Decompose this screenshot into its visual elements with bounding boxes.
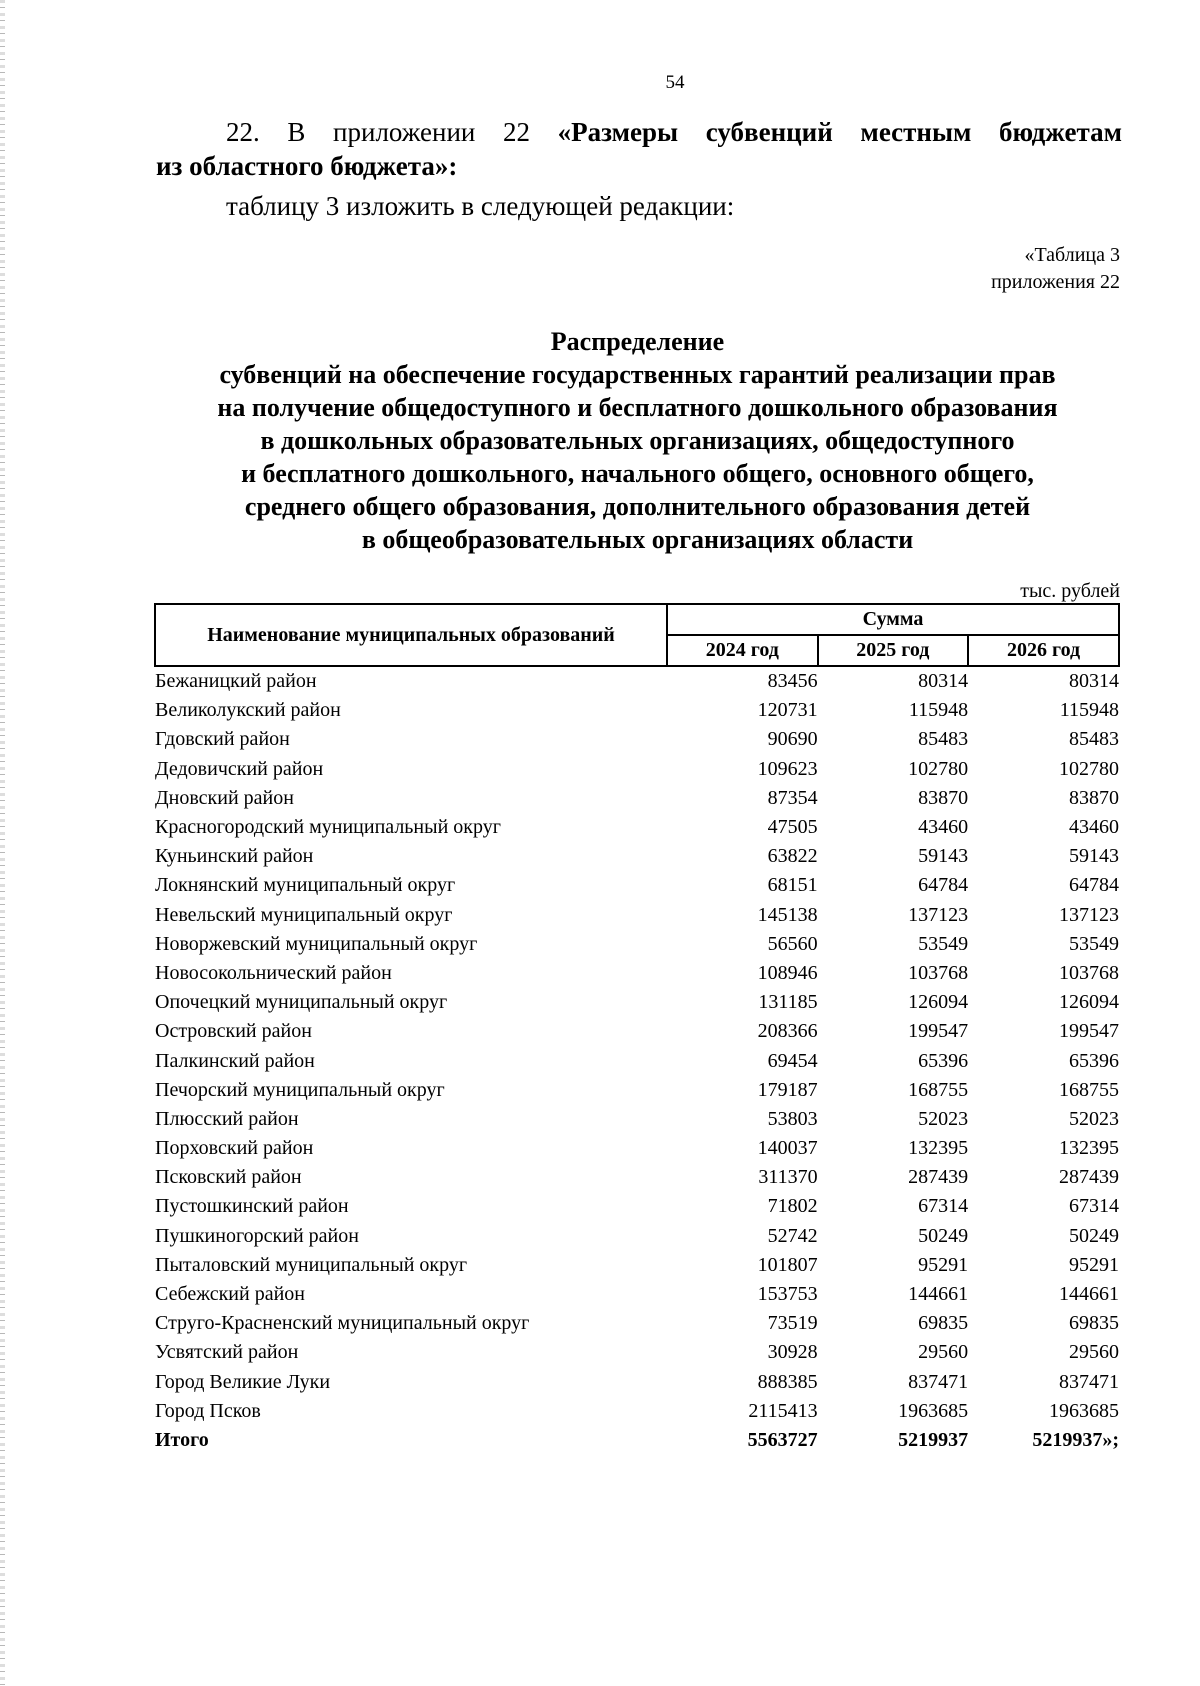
municipality-name: Палкинский район [155,1049,315,1072]
amount-2025: 287439 [908,1166,969,1189]
subvention-table [154,603,1120,1455]
amount-2026: 52023 [1069,1107,1119,1130]
table-row [155,1163,1119,1192]
table-row [155,842,1119,871]
amount-2026: 199547 [1059,1020,1119,1043]
heading-line: в общеобразовательных организациях области [361,525,914,554]
municipality-name: Пушкиногорский район [155,1224,359,1247]
heading-line: среднего общего образования, дополнительного образования детей [244,492,1031,521]
table-row [155,959,1119,988]
document-heading [150,325,1125,556]
amount-2025: 168755 [908,1078,969,1101]
heading-line: в дошкольных образовательных организациях, общедоступного [260,426,1015,455]
amount-2026: 287439 [1059,1166,1119,1189]
amount-2025: 69835 [918,1312,969,1335]
table-row [155,784,1119,813]
amount-2024: 208366 [757,1020,818,1043]
amount-2026: 137123 [1059,903,1119,926]
amount-2024: 109623 [757,757,818,780]
amount-2024: 2115413 [748,1399,818,1422]
municipality-name: Псковский район [155,1166,302,1189]
table-row [155,813,1119,842]
heading-line: и бесплатного дошкольного, начального общего, основного общего, [241,459,1034,488]
amount-2025: 137123 [908,903,969,926]
table-row [155,1397,1119,1426]
amount-2025: 115948 [908,699,969,722]
municipality-name: Бежаницкий район [155,670,317,693]
amount-2025: 80314 [918,670,969,693]
amount-2024: 87354 [767,786,818,809]
municipality-name: Дновский район [155,786,294,809]
amount-2024: 30928 [767,1341,818,1364]
municipality-name: Себежский район [155,1283,305,1306]
intro-paragraph [156,115,1122,223]
table-row [155,930,1119,959]
amount-2024: 120731 [757,699,818,722]
table-row [155,755,1119,784]
amount-2024: 101807 [757,1253,818,1276]
municipality-name: Гдовский район [155,728,290,751]
table-row [155,1105,1119,1134]
intro-appendix-title: «Размеры субвенций местным бюджетам [557,117,1122,147]
amount-2025: 1963685 [898,1399,969,1422]
amount-2025: 29560 [918,1341,969,1364]
table-row [155,1251,1119,1280]
table-caption-line-2: приложения 22 [991,271,1120,293]
amount-2026: 53549 [1069,932,1119,955]
amount-2025: 50249 [918,1224,969,1247]
municipality-name: Невельский муниципальный округ [155,903,453,926]
amount-2025: 132395 [908,1137,969,1160]
intro-line-2: из областного бюджета»: [156,151,458,181]
amount-2026: 50249 [1069,1224,1119,1247]
table-row [155,725,1119,754]
municipality-name: Пыталовский муниципальный округ [155,1253,468,1276]
table-row [155,666,1119,696]
municipality-name: Новосокольнический район [155,961,392,984]
amount-2024: 47505 [767,816,818,839]
total-2025: 5219937 [898,1428,969,1451]
table-row [155,1280,1119,1309]
amount-2024: 888385 [757,1370,818,1393]
municipality-name: Новоржевский муниципальный округ [155,932,478,955]
amount-2026: 80314 [1069,670,1119,693]
table-total-row [155,1426,1119,1455]
header-year-2026: 2026 год [968,635,1119,666]
amount-2025: 64784 [918,874,969,897]
amount-2024: 153753 [757,1283,818,1306]
header-municipality: Наименование муниципальных образований [155,604,667,666]
municipality-name: Плюсский район [155,1107,299,1130]
table-row [155,1017,1119,1046]
municipality-name: Город Псков [155,1399,261,1422]
amount-2026: 65396 [1069,1049,1119,1072]
amount-2024: 83456 [767,670,818,693]
municipality-name: Печорский муниципальный округ [155,1078,445,1101]
table-row [155,1046,1119,1075]
municipality-name: Локнянский муниципальный округ [155,874,456,897]
table-row [155,988,1119,1017]
amount-2024: 52742 [767,1224,818,1247]
amount-2025: 102780 [908,757,969,780]
amount-2024: 73519 [767,1312,818,1335]
table-caption-line-1: «Таблица 3 [1024,244,1120,266]
amount-2025: 103768 [908,961,969,984]
amount-2026: 168755 [1059,1078,1119,1101]
total-2024: 5563727 [747,1428,818,1451]
amount-2025: 85483 [918,728,969,751]
amount-2026: 64784 [1069,874,1119,897]
total-label: Итого [155,1428,209,1451]
table-row [155,1368,1119,1397]
amount-2024: 90690 [767,728,818,751]
amount-2025: 52023 [918,1107,969,1130]
table-row [155,696,1119,725]
table-header-row [155,604,1119,635]
amount-2026: 103768 [1059,961,1119,984]
municipality-name: Город Великие Луки [155,1370,331,1393]
total-2026: 5219937»; [1032,1428,1119,1451]
municipality-name: Дедовичский район [155,757,324,780]
amount-2025: 126094 [908,991,969,1014]
intro-line-1 [156,115,1122,149]
header-year-2024: 2024 год [667,635,818,666]
municipality-name: Пустошкинский район [155,1195,349,1218]
amount-2026: 126094 [1059,991,1119,1014]
amount-2026: 59143 [1069,845,1119,868]
amount-2026: 144661 [1059,1283,1119,1306]
amount-2024: 53803 [767,1107,818,1130]
amount-2026: 95291 [1069,1253,1119,1276]
amount-2026: 29560 [1069,1341,1119,1364]
amount-2025: 59143 [918,845,969,868]
heading-line: на получение общедоступного и бесплатного дошкольного образования [217,393,1058,422]
table-caption [991,242,1120,296]
amount-2026: 43460 [1069,816,1119,839]
heading-line: субвенций на обеспечение государственных гарантий реализации прав [219,360,1056,389]
table-row [155,1338,1119,1367]
amount-2024: 179187 [757,1078,818,1101]
amount-2024: 63822 [767,845,818,868]
amount-2026: 67314 [1069,1195,1119,1218]
table-row [155,1309,1119,1338]
intro-prefix: 22. В приложении 22 [226,117,558,147]
table-row [155,1222,1119,1251]
table-row [155,1134,1119,1163]
municipality-name: Порховский район [155,1137,314,1160]
amount-2025: 95291 [918,1253,969,1276]
table-body [155,666,1119,1455]
municipality-name: Красногородский муниципальный округ [155,816,501,839]
amount-2026: 837471 [1059,1370,1119,1393]
amount-2026: 85483 [1069,728,1119,751]
amount-2025: 199547 [908,1020,969,1043]
amount-2024: 108946 [757,961,818,984]
amount-2026: 102780 [1059,757,1119,780]
amount-2024: 311370 [758,1166,818,1189]
municipality-name: Опочецкий муниципальный округ [155,991,448,1014]
municipality-name: Островский район [155,1020,312,1043]
table-row [155,1192,1119,1221]
amount-2024: 131185 [758,991,818,1014]
amount-2026: 1963685 [1049,1399,1119,1422]
header-sum: Сумма [667,604,1119,635]
amount-2025: 65396 [918,1049,969,1072]
amount-2024: 71802 [767,1195,818,1218]
amount-2025: 67314 [918,1195,969,1218]
municipality-name: Усвятский район [155,1341,299,1364]
page-number: 54 [665,72,685,93]
table-row [155,901,1119,930]
scan-edge-artifact [0,0,5,1686]
amount-2025: 43460 [918,816,969,839]
table-row [155,1076,1119,1105]
amount-2024: 140037 [757,1137,818,1160]
amount-2024: 56560 [767,932,818,955]
amount-2026: 83870 [1069,786,1119,809]
amount-2024: 69454 [767,1049,818,1072]
unit-label: тыс. рублей [1020,580,1120,602]
amount-2026: 69835 [1069,1312,1119,1335]
municipality-name: Великолукский район [155,699,341,722]
amount-2024: 68151 [767,874,818,897]
intro-line-3: таблицу 3 изложить в следующей редакции: [226,191,735,221]
header-year-2025: 2025 год [818,635,969,666]
amount-2025: 53549 [918,932,969,955]
amount-2025: 837471 [908,1370,969,1393]
amount-2026: 115948 [1059,699,1119,722]
amount-2025: 83870 [918,786,969,809]
amount-2026: 132395 [1059,1137,1119,1160]
table-row [155,871,1119,900]
amount-2025: 144661 [908,1283,969,1306]
heading-line: Распределение [550,327,725,356]
amount-2024: 145138 [757,903,818,926]
municipality-name: Куньинский район [155,845,314,868]
municipality-name: Струго-Красненский муниципальный округ [155,1312,530,1335]
